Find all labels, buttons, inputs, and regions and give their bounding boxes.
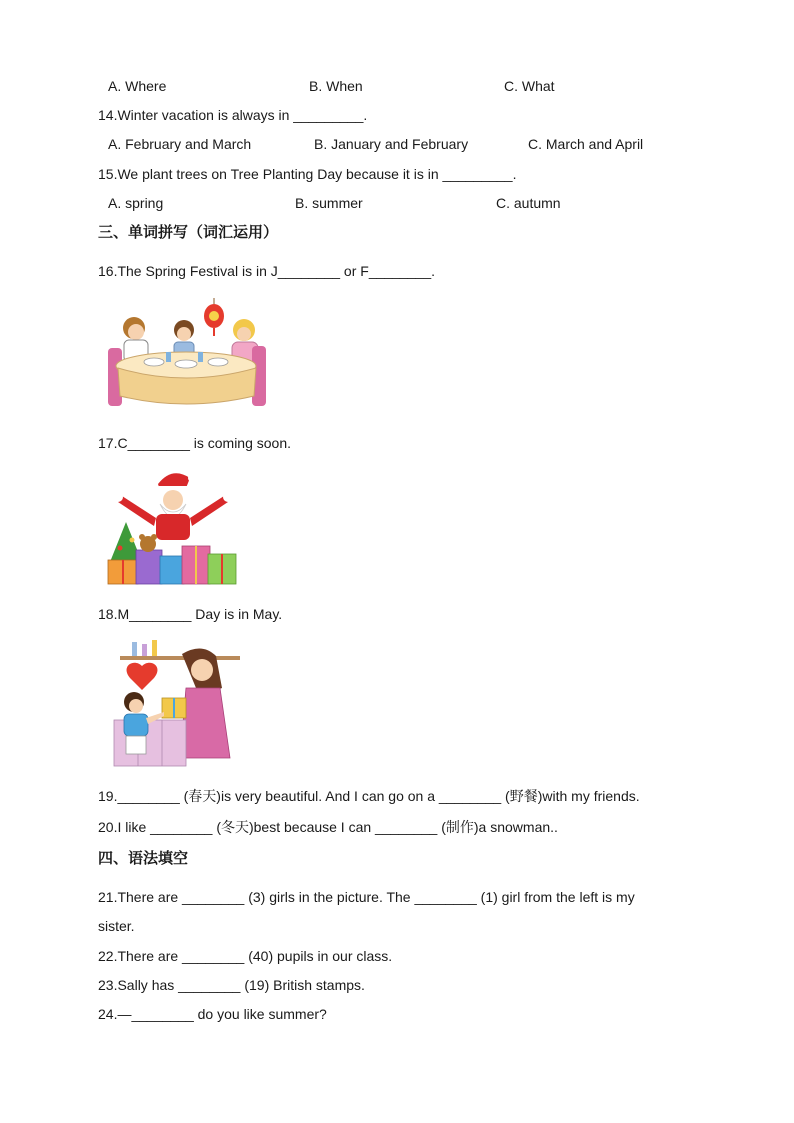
q21-text-line-2: sister. — [98, 918, 135, 934]
q23-text: 23.Sally has ________ (19) British stamps. — [98, 977, 365, 993]
q18-text: 18.M________ Day is in May. — [98, 606, 283, 622]
santa-claus-gifts-illustration — [106, 466, 238, 588]
q13-option-b: B. When — [309, 78, 363, 94]
q14-text: 14.Winter vacation is always in _________. — [98, 107, 368, 123]
q14-option-c: C. March and April — [528, 136, 644, 152]
section-3-title: 三、单词拼写（词汇运用） — [98, 223, 279, 241]
family-dinner-illustration — [106, 296, 268, 412]
q15-text: 15.We plant trees on Tree Planting Day because it is in _________. — [98, 166, 517, 182]
q15-option-c: C. autumn — [496, 195, 561, 211]
q14-option-a: A. February and March — [108, 136, 252, 152]
mother-and-child-gift-illustration — [112, 636, 246, 768]
q19-text: 19.________ (春天)is very beautiful. And I can go on a ________ (野餐)with my friends. — [98, 788, 640, 804]
q13-option-c: C. What — [504, 78, 555, 94]
q17-text: 17.C________ is coming soon. — [98, 435, 292, 451]
q22-text: 22.There are ________ (40) pupils in our class. — [98, 948, 393, 964]
q14-option-b: B. January and February — [314, 136, 469, 152]
q15-option-b: B. summer — [295, 195, 363, 211]
q13-option-a: A. Where — [108, 78, 167, 94]
section-4-title: 四、语法填空 — [98, 849, 189, 867]
q20-text: 20.I like ________ (冬天)best because I can ________ (制作)a snowman.. — [98, 819, 558, 835]
q21-text-line-1: 21.There are ________ (3) girls in the picture. The ________ (1) girl from the left is my — [98, 889, 635, 905]
q16-text: 16.The Spring Festival is in J________ or F________. — [98, 263, 435, 279]
q24-text: 24.—________ do you like summer? — [98, 1006, 327, 1022]
q15-option-a: A. spring — [108, 195, 164, 211]
